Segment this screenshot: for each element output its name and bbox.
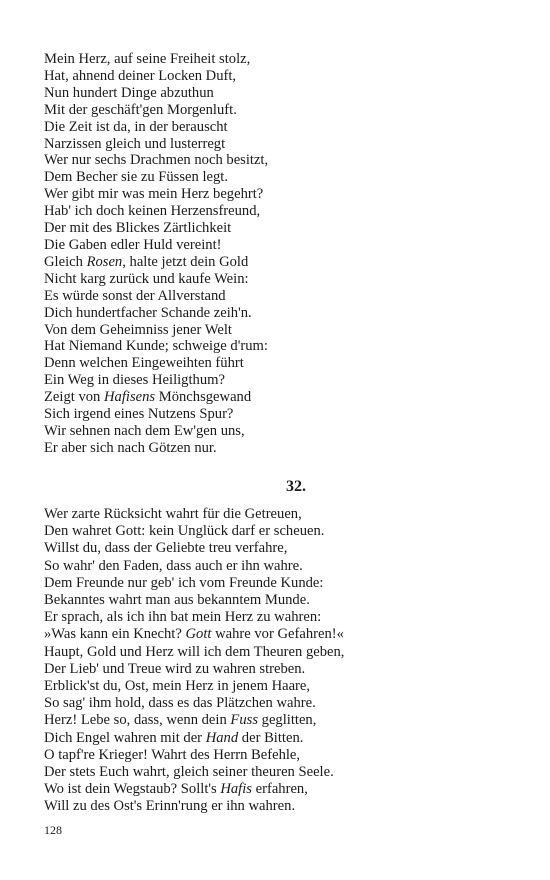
book-page xyxy=(44,51,514,815)
poem-line xyxy=(44,271,514,288)
line-text: Erblick'st du, Ost, mein Herz in jenem Haare, xyxy=(44,678,311,695)
line-text: Will zu des Ost's Erinn'rung er ihn wahren. xyxy=(44,798,296,815)
italic-word: Hafisens xyxy=(104,389,156,406)
poem-line xyxy=(44,558,344,575)
poem-line xyxy=(44,406,514,423)
line-text: Nicht karg zurück und kaufe Wein: xyxy=(44,270,249,287)
page-number: 128 xyxy=(44,823,62,837)
line-text: Dem Becher sie zu Füssen legt. xyxy=(44,169,228,186)
line-text: Er aber sich nach Götzen nur. xyxy=(44,439,217,456)
poem-line xyxy=(44,423,514,440)
italic-word: Fuss xyxy=(230,712,258,729)
poem-line xyxy=(44,506,344,523)
line-text: Wer zarte Rücksicht wahrt für die Getreuen, xyxy=(44,506,302,522)
line-text: Der stets Euch wahrt, gleich seiner theuren Seele. xyxy=(44,764,334,781)
poem-line xyxy=(44,747,344,764)
italic-word: Hand xyxy=(205,729,239,746)
poem-31-end xyxy=(44,51,514,457)
poem-line xyxy=(44,305,514,322)
poem-line xyxy=(44,237,514,254)
line-text: So wahr' den Faden, dass auch er ihn wahre. xyxy=(44,557,303,574)
line-text: Er sprach, als ich ihn bat mein Herz zu wahren: xyxy=(44,609,322,626)
poem-line xyxy=(44,322,514,339)
line-text: Dich Engel wahren mit der xyxy=(44,729,206,746)
line-text: Bekanntes wahrt man aus bekanntem Munde. xyxy=(44,592,310,609)
poem-32 xyxy=(44,506,344,816)
line-text: Von dem Geheimniss jener Welt xyxy=(44,321,232,338)
poem-line xyxy=(44,661,344,678)
poem-number: 32. xyxy=(286,478,306,495)
line-text: Willst du, dass der Geliebte treu verfahre, xyxy=(44,540,288,557)
line-text: So sag' ihm hold, dass es das Plätzchen wahre. xyxy=(44,695,316,712)
line-text: wahre vor Gefahren!« xyxy=(211,626,344,643)
line-text: Haupt, Gold und Herz will ich dem Theuren geben, xyxy=(44,643,345,660)
poem-line xyxy=(44,254,514,271)
poem-line xyxy=(44,575,344,592)
line-text: , halte jetzt dein Gold xyxy=(122,253,249,270)
line-text: O tapf're Krieger! Wahrt des Herrn Befehle, xyxy=(44,746,301,763)
line-text: Der Lieb' und Treue wird zu wahren streben. xyxy=(44,660,306,677)
poem-line xyxy=(44,540,344,557)
line-text: Hat Niemand Kunde; schweige d'rum: xyxy=(44,338,268,355)
poem-line xyxy=(44,781,344,798)
poem-line xyxy=(44,136,514,153)
line-text: Hat, ahnend deiner Locken Duft, xyxy=(44,67,237,84)
poem-line xyxy=(44,764,344,781)
line-text: Die Gaben edler Huld vereint! xyxy=(44,236,222,253)
poem-line xyxy=(44,102,514,119)
poem-line xyxy=(44,389,514,406)
poem-line xyxy=(44,51,514,68)
line-text: der Bitten. xyxy=(238,729,304,746)
poem-line xyxy=(44,372,514,389)
poem-line xyxy=(44,678,344,695)
line-text: Wer gibt mir was mein Herz begehrt? xyxy=(44,186,264,203)
line-text: Narzissen gleich und lusterregt xyxy=(44,135,226,152)
italic-word: Gott xyxy=(185,626,212,643)
line-text: Den wahret Gott: kein Unglück darf er scheuen. xyxy=(44,523,325,540)
line-text: Denn welchen Eingeweihten führt xyxy=(44,355,244,372)
poem-line xyxy=(44,220,514,237)
line-text: Sich irgend eines Nutzens Spur? xyxy=(44,406,234,423)
line-text: Dem Freunde nur geb' ich vom Freunde Kunde: xyxy=(44,574,324,591)
poem-line xyxy=(44,288,514,305)
italic-word: Rosen xyxy=(86,253,123,270)
line-text: Zeigt von xyxy=(44,389,104,406)
line-text: Hab' ich doch keinen Herzensfreund, xyxy=(44,203,261,220)
poem-line xyxy=(44,609,344,626)
italic-word: Hafis xyxy=(220,781,252,798)
poem-line xyxy=(44,523,344,540)
poem-line xyxy=(44,338,514,355)
poem-line xyxy=(44,119,514,136)
line-text: Ein Weg in dieses Heiligthum? xyxy=(44,372,225,389)
line-text: Wer nur sechs Drachmen noch besitzt, xyxy=(44,152,269,169)
line-text: Wo ist dein Wegstaub? Sollt's xyxy=(44,781,221,798)
line-text: Mönchsgewand xyxy=(155,389,252,406)
line-text: Die Zeit ist da, in der berauscht xyxy=(44,118,228,135)
poem-line xyxy=(44,592,344,609)
poem-line xyxy=(44,152,514,169)
poem-line xyxy=(44,695,344,712)
poem-line xyxy=(44,169,514,186)
line-text: Mein Herz, auf seine Freiheit stolz, xyxy=(44,51,251,67)
poem-line xyxy=(44,85,514,102)
line-text: Dich hundertfacher Schande zeih'n. xyxy=(44,304,252,321)
line-text: Nun hundert Dinge abzuthun xyxy=(44,84,214,101)
poem-line xyxy=(44,798,344,815)
line-text: Wir sehnen nach dem Ew'gen uns, xyxy=(44,422,245,439)
line-text: Es würde sonst der Allverstand xyxy=(44,287,226,304)
poem-line xyxy=(44,440,514,457)
line-text: »Was kann ein Knecht? xyxy=(44,626,186,643)
poem-line xyxy=(44,68,514,85)
line-text: Der mit des Blickes Zärtlichkeit xyxy=(44,220,232,237)
line-text: geglitten, xyxy=(258,712,317,729)
line-text: Herz! Lebe so, dass, wenn dein xyxy=(44,712,231,729)
poem-line xyxy=(44,644,344,661)
poem-line xyxy=(44,730,344,747)
line-text: erfahren, xyxy=(251,781,308,798)
poem-line xyxy=(44,186,514,203)
poem-line xyxy=(44,712,344,729)
poem-line xyxy=(44,626,344,643)
poem-line xyxy=(44,203,514,220)
line-text: Mit der geschäft'gen Morgenluft. xyxy=(44,101,237,118)
poem-line xyxy=(44,355,514,372)
line-text: Gleich xyxy=(44,253,87,270)
